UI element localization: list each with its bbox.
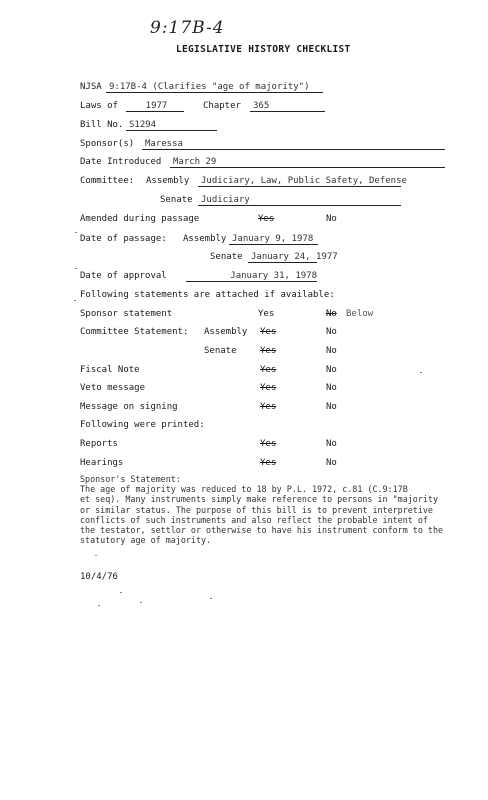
- sponsors-statement-line: The age of majority was reduced to 18 by P.L. 1972, c.81 (C.9:17B: [80, 484, 408, 495]
- veto-message-yes: Yes: [260, 383, 277, 393]
- sponsors-statement-line: conflicts of such instruments and also reflect the probable intent of: [80, 514, 428, 525]
- fiscal-note-yes: Yes: [260, 365, 277, 375]
- sponsors-statement-line: et seq). Many instruments simply make reference to persons in "majority: [80, 494, 438, 505]
- scan-speck: [210, 598, 212, 599]
- committee-statement-senate-label: Senate: [204, 346, 237, 356]
- sponsor-statement-note: Below: [346, 309, 374, 319]
- sponsors-statement-line: statutory age of majority.: [80, 535, 212, 546]
- passage-assembly-value: January 9, 1978: [229, 234, 318, 245]
- committee-senate-value: Judiciary: [198, 195, 401, 206]
- sponsors-statement-line: the testator, settlor or otherwise to have his instrument conform to the: [80, 525, 444, 536]
- veto-message-no: No: [326, 383, 337, 393]
- date-introduced-label: Date Introduced: [80, 157, 162, 167]
- committee-assembly-label: Assembly: [146, 176, 190, 186]
- reports-no: No: [326, 439, 337, 449]
- fiscal-note-no: No: [326, 365, 337, 375]
- bill-no-label: Bill No.: [80, 120, 124, 130]
- handwritten-number: 9:17B-4: [150, 18, 225, 38]
- passage-label: Date of passage:: [80, 234, 167, 244]
- bill-no-value: S1294: [126, 120, 217, 131]
- sponsors-statement-line: or similar status. The purpose of this bill is to prevent interpretive: [80, 504, 433, 515]
- njsa-label: NJSA: [80, 82, 102, 92]
- sponsor-statement-yes: Yes: [258, 309, 275, 319]
- laws-of-label: Laws of: [80, 101, 118, 111]
- sponsors-statement-heading: Sponsor's Statement:: [80, 474, 181, 484]
- scan-speck: [75, 268, 77, 269]
- scan-speck: [140, 602, 142, 603]
- sponsors-statement: [80, 474, 485, 545]
- scan-speck: [420, 372, 422, 373]
- hearings-no: No: [326, 458, 337, 468]
- printed-header: Following were printed:: [80, 420, 205, 430]
- passage-assembly-label: Assembly: [183, 234, 227, 244]
- reports-label: Reports: [80, 439, 118, 449]
- committee-statement-assembly-label: Assembly: [204, 327, 248, 337]
- date-introduced-value: March 29: [170, 157, 445, 168]
- sponsor-label: Sponsor(s): [80, 139, 135, 149]
- sponsor-value: Maressa: [142, 139, 445, 150]
- hearings-label: Hearings: [80, 458, 124, 468]
- passage-senate-label: Senate: [210, 252, 243, 262]
- passage-senate-value: January 24, 1977: [248, 252, 317, 263]
- page-title: LEGISLATIVE HISTORY CHECKLIST: [176, 44, 351, 55]
- amended-label: Amended during passage: [80, 214, 200, 224]
- committee-label: Committee:: [80, 176, 135, 186]
- chapter-label: Chapter: [203, 101, 241, 111]
- committee-statement-senate-yes: Yes: [260, 346, 277, 356]
- scan-speck: [75, 232, 77, 233]
- approval-value: January 31, 1978: [186, 271, 317, 282]
- committee-statement-label: Committee Statement:: [80, 327, 189, 337]
- chapter-value: 365: [250, 101, 325, 112]
- committee-senate-label: Senate: [160, 195, 193, 205]
- amended-no: No: [326, 214, 337, 224]
- njsa-value: 9:17B-4 (Clarifies "age of majority"): [106, 82, 323, 93]
- attached-header: Following statements are attached if available:: [80, 290, 335, 300]
- sponsor-statement-no: No: [326, 309, 337, 319]
- sponsor-statement-label: Sponsor statement: [80, 309, 173, 319]
- scan-speck: [98, 605, 100, 606]
- committee-statement-assembly-yes: Yes: [260, 327, 277, 337]
- committee-assembly-value: Judiciary, Law, Public Safety, Defense: [198, 176, 401, 187]
- message-signing-yes: Yes: [260, 402, 277, 412]
- fiscal-note-label: Fiscal Note: [80, 365, 140, 375]
- message-signing-label: Message on signing: [80, 402, 178, 412]
- scan-speck: [95, 555, 97, 556]
- committee-statement-assembly-no: No: [326, 327, 337, 337]
- approval-label: Date of approval: [80, 271, 167, 281]
- committee-statement-senate-no: No: [326, 346, 337, 356]
- laws-of-value: 1977: [126, 101, 184, 112]
- scan-speck: [74, 300, 76, 301]
- scan-speck: [120, 592, 122, 593]
- message-signing-no: No: [326, 402, 337, 412]
- reports-yes: Yes: [260, 439, 277, 449]
- date-stamp: 10/4/76: [80, 572, 118, 582]
- veto-message-label: Veto message: [80, 383, 146, 393]
- amended-yes: Yes: [258, 214, 275, 224]
- hearings-yes: Yes: [260, 458, 277, 468]
